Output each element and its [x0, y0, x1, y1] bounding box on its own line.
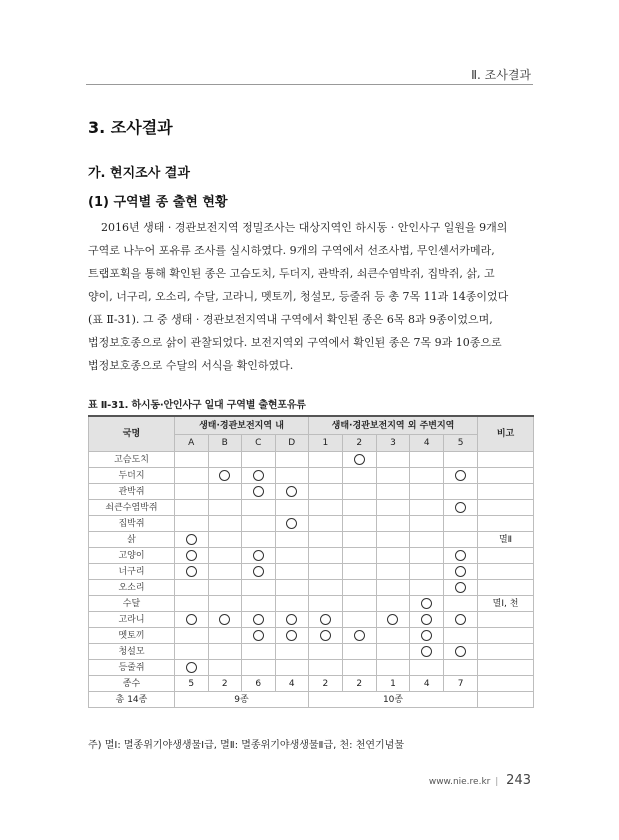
occurrence-circle-icon	[286, 614, 297, 625]
header-zone: 2	[342, 435, 376, 452]
occurrence-circle-icon	[186, 550, 197, 561]
occurrence-cell	[410, 500, 444, 516]
occurrence-cell	[242, 548, 276, 564]
occurrence-cell	[342, 548, 376, 564]
occurrence-circle-icon	[186, 566, 197, 577]
species-count-value: 4	[410, 676, 444, 692]
table-row	[89, 660, 534, 676]
footer-site: www.nie.re.kr	[428, 777, 491, 787]
species-name: 고라니	[89, 612, 175, 628]
occurrence-cell	[275, 644, 309, 660]
occurrence-circle-icon	[455, 646, 466, 657]
species-name: 쇠큰수염박쥐	[89, 500, 175, 516]
occurrence-circle-icon	[455, 550, 466, 561]
occurrence-cell	[275, 532, 309, 548]
table-row	[89, 500, 534, 516]
occurrence-cell	[242, 612, 276, 628]
species-name: 멧토끼	[89, 628, 175, 644]
occurrence-circle-icon	[253, 630, 264, 641]
occurrence-cell	[208, 564, 242, 580]
occurrence-cell	[444, 484, 478, 500]
occurrence-cell	[444, 516, 478, 532]
occurrence-circle-icon	[455, 566, 466, 577]
occurrence-cell	[342, 452, 376, 468]
occurrence-cell	[208, 612, 242, 628]
occurrence-cell	[242, 660, 276, 676]
occurrence-cell	[410, 484, 444, 500]
occurrence-circle-icon	[455, 470, 466, 481]
paragraph-line: (표 Ⅱ-31). 그 중 생태 · 경관보전지역내 구역에서 확인된 종은 6목 8과 9종이었으며,	[88, 313, 493, 326]
occurrence-cell	[208, 548, 242, 564]
occurrence-cell	[275, 628, 309, 644]
occurrence-cell	[208, 580, 242, 596]
occurrence-cell	[208, 596, 242, 612]
occurrence-cell	[242, 500, 276, 516]
occurrence-cell	[175, 564, 209, 580]
table-row	[89, 564, 534, 580]
occurrence-cell	[175, 644, 209, 660]
table-row	[89, 580, 534, 596]
paragraph-line: 법정보호종으로 삵이 관찰되었다. 보전지역외 구역에서 확인된 종은 7목 9과 10종으로	[88, 336, 502, 349]
occurrence-cell	[410, 612, 444, 628]
occurrence-circle-icon	[286, 630, 297, 641]
paragraph-line: 양이, 너구리, 오소리, 수달, 고라니, 멧토끼, 청설모, 등줄쥐 등 총 7목 11과 14종이었다	[88, 290, 509, 303]
occurrence-cell	[342, 612, 376, 628]
occurrence-cell	[242, 516, 276, 532]
occurrence-circle-icon	[286, 486, 297, 497]
table-row	[89, 484, 534, 500]
occurrence-cell	[242, 564, 276, 580]
occurrence-cell	[275, 548, 309, 564]
occurrence-cell	[309, 452, 343, 468]
occurrence-cell	[208, 468, 242, 484]
occurrence-cell	[342, 484, 376, 500]
occurrence-cell	[342, 660, 376, 676]
species-count-value: 6	[242, 676, 276, 692]
occurrence-cell	[175, 468, 209, 484]
occurrence-cell	[208, 628, 242, 644]
occurrence-cell	[444, 596, 478, 612]
header-zone: C	[242, 435, 276, 452]
occurrence-circle-icon	[387, 614, 398, 625]
remark-cell	[478, 452, 534, 468]
occurrence-circle-icon	[219, 614, 230, 625]
occurrence-cell	[242, 596, 276, 612]
occurrence-cell	[275, 580, 309, 596]
occurrence-cell	[410, 452, 444, 468]
occurrence-cell	[309, 628, 343, 644]
species-name: 수달	[89, 596, 175, 612]
occurrence-cell	[376, 500, 410, 516]
occurrence-cell	[376, 580, 410, 596]
occurrence-cell	[208, 452, 242, 468]
occurrence-cell	[175, 548, 209, 564]
table-row	[89, 532, 534, 548]
occurrence-cell	[275, 596, 309, 612]
header-rule	[86, 84, 533, 85]
occurrence-cell	[342, 580, 376, 596]
header-zone: A	[175, 435, 209, 452]
occurrence-cell	[275, 660, 309, 676]
occurrence-cell	[444, 548, 478, 564]
occurrence-cell	[342, 564, 376, 580]
paragraph-line: 구역로 나누어 포유류 조사를 실시하였다. 9개의 구역에서 선조사법, 무인센서카메라,	[88, 244, 495, 257]
occurrence-cell	[175, 580, 209, 596]
occurrence-circle-icon	[186, 534, 197, 545]
occurrence-cell	[175, 516, 209, 532]
total-remark	[478, 692, 534, 708]
species-name: 삵	[89, 532, 175, 548]
table-caption: 표 Ⅱ-31. 하시동·안인사구 일대 구역별 출현포유류	[88, 400, 306, 411]
table-row	[89, 612, 534, 628]
occurrence-cell	[309, 580, 343, 596]
species-name: 관박쥐	[89, 484, 175, 500]
occurrence-cell	[444, 532, 478, 548]
occurrence-cell	[175, 628, 209, 644]
occurrence-cell	[376, 468, 410, 484]
occurrence-cell	[410, 516, 444, 532]
occurrence-cell	[342, 516, 376, 532]
remark-cell	[478, 580, 534, 596]
occurrence-cell	[376, 644, 410, 660]
occurrence-cell	[175, 484, 209, 500]
occurrence-cell	[376, 484, 410, 500]
occurrence-circle-icon	[354, 630, 365, 641]
occurrence-cell	[444, 452, 478, 468]
species-count-value: 2	[208, 676, 242, 692]
occurrence-cell	[309, 548, 343, 564]
remark-cell: 멸Ⅰ, 천	[478, 596, 534, 612]
header-zone: 5	[444, 435, 478, 452]
occurrence-cell	[208, 484, 242, 500]
occurrence-cell	[410, 644, 444, 660]
species-count-value: 2	[309, 676, 343, 692]
occurrence-circle-icon	[219, 470, 230, 481]
occurrence-cell	[175, 532, 209, 548]
table-row	[89, 516, 534, 532]
species-name: 청설모	[89, 644, 175, 660]
occurrence-cell	[376, 548, 410, 564]
occurrence-cell	[309, 564, 343, 580]
occurrence-circle-icon	[320, 614, 331, 625]
table-row	[89, 628, 534, 644]
occurrence-cell	[175, 596, 209, 612]
species-count-value: 5	[175, 676, 209, 692]
occurrence-circle-icon	[253, 550, 264, 561]
occurrence-circle-icon	[421, 614, 432, 625]
header-inside-zone: 생태·경관보전지역 내	[175, 416, 309, 435]
remark-cell	[478, 628, 534, 644]
section-heading: 3. 조사결과	[88, 118, 173, 137]
occurrence-cell	[342, 644, 376, 660]
occurrence-cell	[376, 564, 410, 580]
occurrence-cell	[444, 468, 478, 484]
header-zone: 1	[309, 435, 343, 452]
remark-cell	[478, 612, 534, 628]
total-label: 총 14종	[89, 692, 175, 708]
species-name: 고양이	[89, 548, 175, 564]
table-footnote: 주) 멸Ⅰ: 멸종위기야생생물Ⅰ급, 멸Ⅱ: 멸종위기야생생물Ⅱ급, 천: 천연기념물	[88, 740, 405, 751]
subsection-heading: 가. 현지조사 결과	[88, 166, 190, 181]
table-row	[89, 452, 534, 468]
table-row	[89, 644, 534, 660]
occurrence-cell	[410, 660, 444, 676]
header-zone: 4	[410, 435, 444, 452]
occurrence-cell	[444, 500, 478, 516]
species-name: 오소리	[89, 580, 175, 596]
occurrence-cell	[376, 516, 410, 532]
species-name: 두더지	[89, 468, 175, 484]
occurrence-circle-icon	[253, 566, 264, 577]
occurrence-cell	[376, 628, 410, 644]
remark-cell	[478, 484, 534, 500]
occurrence-cell	[175, 452, 209, 468]
occurrence-cell	[275, 468, 309, 484]
page-number: 243	[506, 773, 531, 788]
occurrence-cell	[275, 500, 309, 516]
total-outside: 10종	[309, 692, 478, 708]
occurrence-cell	[410, 596, 444, 612]
occurrence-cell	[342, 500, 376, 516]
occurrence-cell	[242, 580, 276, 596]
occurrence-cell	[175, 660, 209, 676]
occurrence-cell	[309, 612, 343, 628]
occurrence-circle-icon	[455, 614, 466, 625]
occurrence-cell	[242, 468, 276, 484]
occurrence-circle-icon	[186, 614, 197, 625]
species-count-label: 종수	[89, 676, 175, 692]
occurrence-cell	[376, 596, 410, 612]
occurrence-cell	[309, 500, 343, 516]
remark-cell	[478, 548, 534, 564]
remark-cell	[478, 564, 534, 580]
page-footer	[429, 773, 531, 788]
occurrence-cell	[376, 660, 410, 676]
occurrence-circle-icon	[421, 598, 432, 609]
occurrence-cell	[275, 516, 309, 532]
occurrence-cell	[342, 468, 376, 484]
body-paragraph	[88, 216, 534, 377]
occurrence-cell	[410, 564, 444, 580]
occurrence-cell	[410, 580, 444, 596]
remark-cell	[478, 644, 534, 660]
occurrence-cell	[376, 532, 410, 548]
occurrence-circle-icon	[455, 502, 466, 513]
species-name: 등줄쥐	[89, 660, 175, 676]
occurrence-cell	[444, 564, 478, 580]
occurrence-circle-icon	[253, 486, 264, 497]
species-name: 고슴도치	[89, 452, 175, 468]
header-zone: 3	[376, 435, 410, 452]
occurrence-cell	[444, 660, 478, 676]
occurrence-cell	[242, 484, 276, 500]
total-inside: 9종	[175, 692, 309, 708]
occurrence-cell	[410, 548, 444, 564]
occurrence-circle-icon	[455, 582, 466, 593]
occurrence-cell	[208, 644, 242, 660]
occurrence-cell	[309, 644, 343, 660]
occurrence-cell	[309, 596, 343, 612]
occurrence-cell	[275, 564, 309, 580]
occurrence-cell	[309, 516, 343, 532]
table-row	[89, 596, 534, 612]
occurrence-cell	[275, 484, 309, 500]
occurrence-circle-icon	[421, 630, 432, 641]
species-count-value: 7	[444, 676, 478, 692]
paragraph-line: 법정보호종으로 수달의 서식을 확인하였다.	[88, 359, 294, 372]
occurrence-cell	[242, 452, 276, 468]
subsubsection-heading: (1) 구역별 종 출현 현황	[88, 195, 228, 210]
species-count-remark	[478, 676, 534, 692]
species-count-value: 2	[342, 676, 376, 692]
table-row	[89, 468, 534, 484]
occurrence-cell	[342, 596, 376, 612]
occurrence-cell	[410, 532, 444, 548]
occurrence-circle-icon	[421, 646, 432, 657]
footer-separator: |	[495, 777, 499, 787]
header-remark: 비고	[478, 416, 534, 452]
occurrence-circle-icon	[186, 662, 197, 673]
occurrence-circle-icon	[286, 518, 297, 529]
occurrence-cell	[376, 612, 410, 628]
occurrence-cell	[444, 628, 478, 644]
species-count-row	[89, 676, 534, 692]
species-count-value: 1	[376, 676, 410, 692]
occurrence-circle-icon	[253, 614, 264, 625]
header-zone: B	[208, 435, 242, 452]
occurrence-cell	[444, 644, 478, 660]
occurrence-cell	[410, 628, 444, 644]
occurrence-cell	[208, 500, 242, 516]
occurrence-cell	[208, 660, 242, 676]
paragraph-line: 2016년 생태 · 경관보전지역 정밀조사는 대상지역인 하시동 · 안인사구 일원을 9개의	[101, 221, 508, 234]
occurrence-circle-icon	[354, 454, 365, 465]
occurrence-cell	[275, 612, 309, 628]
occurrence-cell	[444, 580, 478, 596]
occurrence-cell	[342, 532, 376, 548]
remark-cell	[478, 468, 534, 484]
occurrence-cell	[376, 452, 410, 468]
species-name: 너구리	[89, 564, 175, 580]
occurrence-cell	[342, 628, 376, 644]
occurrence-cell	[410, 468, 444, 484]
remark-cell	[478, 516, 534, 532]
header-zone: D	[275, 435, 309, 452]
remark-cell	[478, 660, 534, 676]
occurrence-cell	[242, 644, 276, 660]
remark-cell: 멸Ⅱ	[478, 532, 534, 548]
occurrence-cell	[309, 660, 343, 676]
paragraph-line: 트랩포획을 통해 확인된 종은 고슴도치, 두더지, 관박쥐, 쇠큰수염박쥐, 집박쥐, 삵, 고	[88, 267, 495, 280]
occurrence-cell	[242, 628, 276, 644]
header-species: 국명	[89, 416, 175, 452]
total-row	[89, 692, 534, 708]
header-outside-zone: 생태·경관보전지역 외 주변지역	[309, 416, 478, 435]
occurrence-circle-icon	[320, 630, 331, 641]
occurrence-cell	[242, 532, 276, 548]
mammal-table	[88, 415, 534, 708]
occurrence-cell	[175, 612, 209, 628]
occurrence-cell	[208, 516, 242, 532]
occurrence-cell	[309, 532, 343, 548]
species-name: 집박쥐	[89, 516, 175, 532]
occurrence-cell	[309, 484, 343, 500]
occurrence-cell	[309, 468, 343, 484]
occurrence-cell	[208, 532, 242, 548]
species-count-value: 4	[275, 676, 309, 692]
running-header: Ⅱ. 조사결과	[471, 68, 531, 82]
occurrence-cell	[275, 452, 309, 468]
occurrence-cell	[444, 612, 478, 628]
remark-cell	[478, 500, 534, 516]
table-row	[89, 548, 534, 564]
occurrence-circle-icon	[253, 470, 264, 481]
occurrence-cell	[175, 500, 209, 516]
